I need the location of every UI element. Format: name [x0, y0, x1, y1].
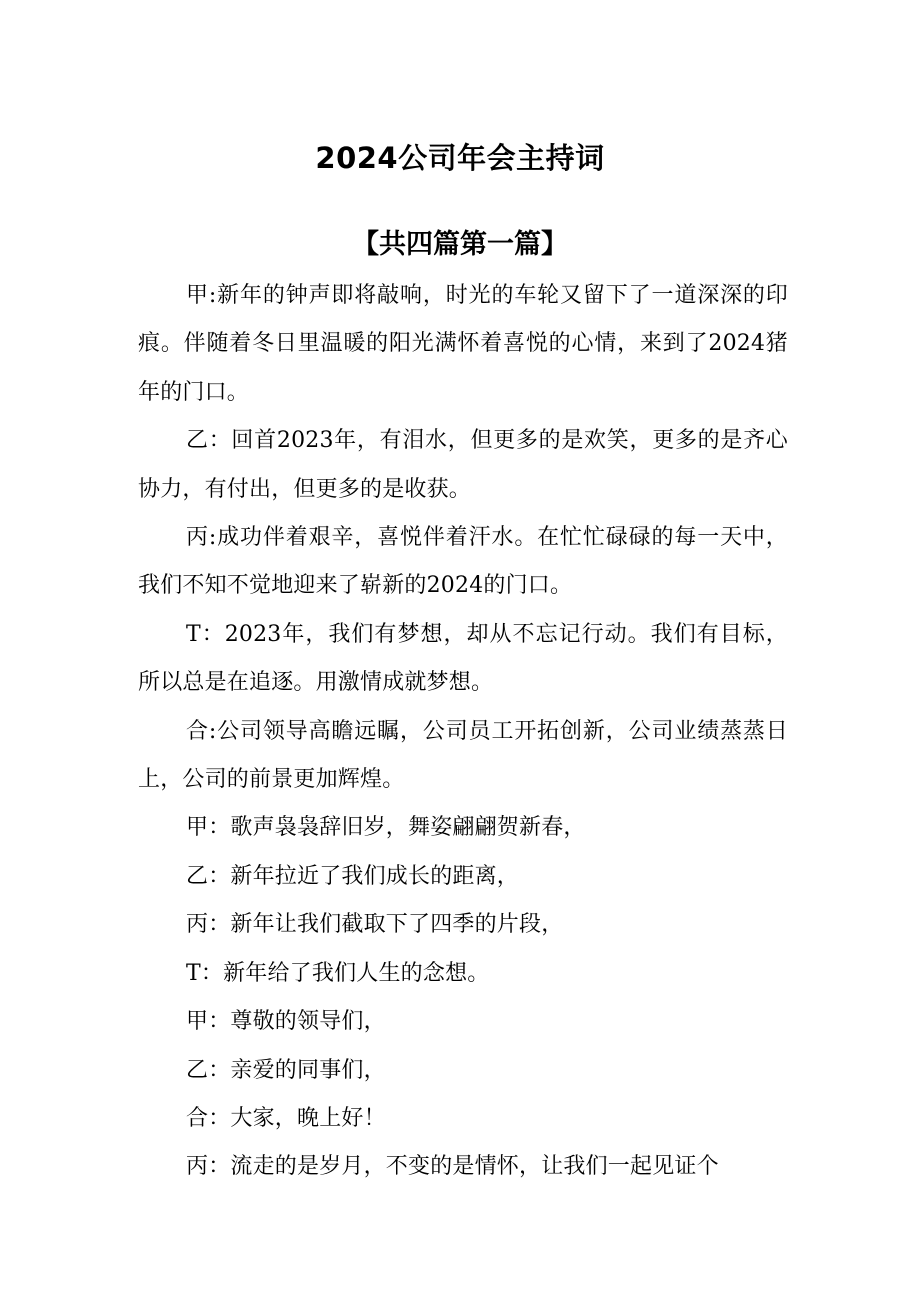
document-subtitle: 【共四篇第一篇】: [352, 229, 568, 260]
paragraph: 合：大家，晚上好！: [186, 1105, 386, 1131]
paragraph: 乙：亲爱的同事们，: [186, 1057, 386, 1083]
paragraph: 甲：尊敬的领导们，: [186, 1009, 386, 1035]
paragraph: T：新年给了我们人生的念想。: [186, 960, 490, 986]
paragraph: 合:公司领导高瞻远瞩，公司员工开拓创新，公司业绩蒸蒸日上，公司的前景更加辉煌。: [138, 718, 788, 793]
paragraph: 丙：新年让我们截取下了四季的片段，: [186, 912, 564, 938]
paragraph: T：2023年，我们有梦想，却从不忘记行动。我们有目标，所以总是在追逐。用激情成就梦想。: [138, 621, 788, 696]
document-body: [138, 272, 788, 1192]
paragraph: 丙：流走的是岁月，不变的是情怀，让我们一起见证个: [186, 1154, 719, 1180]
paragraph: 乙：回首2023年，有泪水，但更多的是欢笑，更多的是齐心协力，有付出，但更多的是收获。: [138, 428, 788, 502]
paragraph: 甲：歌声袅袅辞旧岁，舞姿翩翩贺新春，: [186, 815, 586, 841]
paragraph: 丙:成功伴着艰辛，喜悦伴着汗水。在忙忙碌碌的每一天中，我们不知不觉地迎来了崭新的2024的门口。: [138, 525, 788, 599]
paragraph: 乙：新年拉近了我们成长的距离，: [186, 863, 520, 889]
document-title: 2024公司年会主持词: [315, 141, 605, 175]
paragraph: 甲:新年的钟声即将敲响，时光的车轮又留下了一道深深的印痕。伴随着冬日里温暖的阳光满怀着喜悦的心情，来到了2024猪年的门口。: [138, 283, 788, 405]
